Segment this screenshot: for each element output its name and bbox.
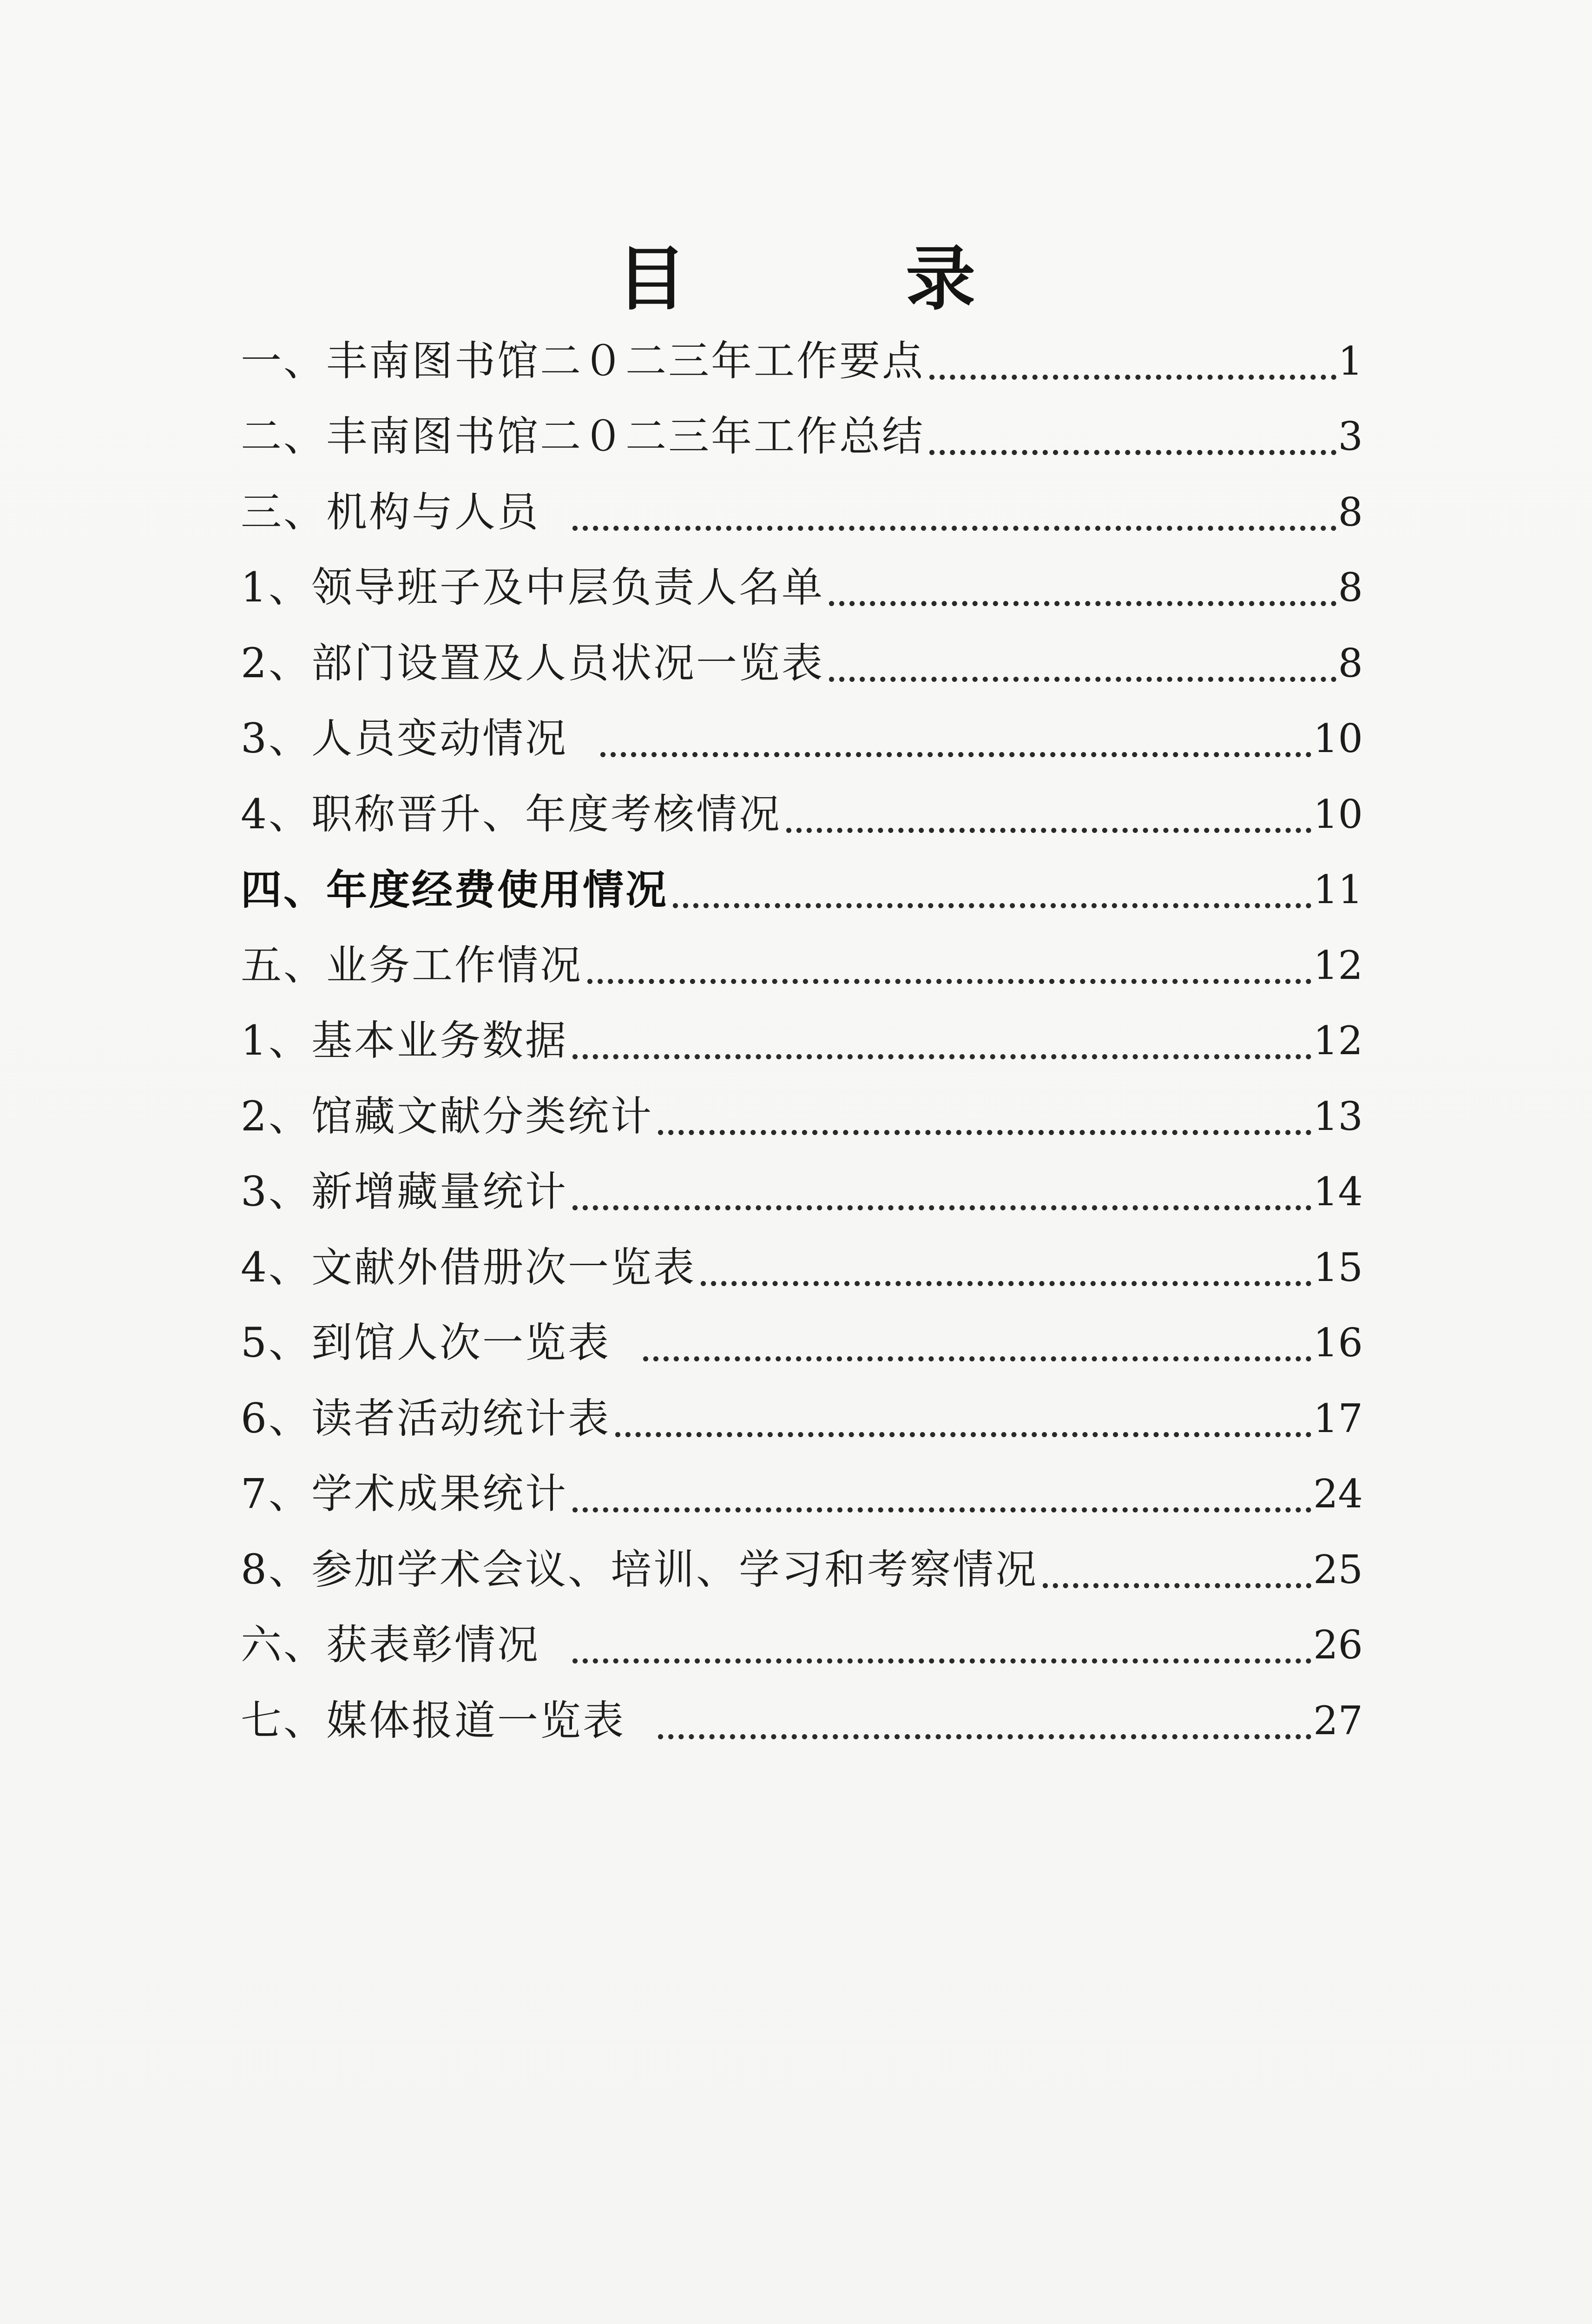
toc-entry [241, 392, 1363, 468]
toc-dot-leader [572, 1205, 1311, 1210]
toc-entry-label: 2、部门设置及人员状况一览表 [241, 639, 824, 687]
toc-entry [241, 618, 1363, 694]
toc-entry [241, 1676, 1363, 1751]
toc-page-number: 14 [1313, 1169, 1363, 1215]
toc-dot-leader [929, 375, 1336, 380]
toc-entry-label: 5、到馆人次一览表 [241, 1319, 611, 1367]
toc-entry [241, 543, 1363, 619]
toc-entry-label: 1、领导班子及中层负责人名单 [241, 563, 824, 611]
toc-entry [241, 920, 1363, 996]
toc-page-number: 13 [1313, 1093, 1363, 1139]
toc-entry-label: 7、学术成果统计 [241, 1470, 568, 1518]
toc-page-number: 11 [1313, 867, 1363, 912]
toc-entry [241, 1600, 1363, 1676]
toc-dot-leader [1043, 1583, 1311, 1588]
toc-page-number: 8 [1338, 640, 1363, 686]
toc-page-number: 8 [1338, 565, 1363, 610]
toc-dot-leader [658, 1734, 1311, 1739]
toc-page-number: 17 [1313, 1395, 1363, 1441]
toc-entry [241, 845, 1363, 921]
toc-entry-label: 一、丰南图书馆二０二三年工作要点 [241, 337, 925, 385]
toc-dot-leader [572, 1658, 1311, 1664]
toc-dot-leader [572, 1054, 1311, 1059]
toc-page-number: 10 [1313, 716, 1363, 761]
toc-entry-label: 3、人员变动情况 [241, 714, 568, 762]
toc-dot-leader [572, 1507, 1311, 1512]
page-title: 目 录 [616, 238, 1073, 320]
toc-dot-leader [829, 601, 1336, 606]
toc-entry-label: 2、馆藏文献分类统计 [241, 1092, 653, 1140]
toc-entry-label: 4、职称晋升、年度考核情况 [241, 790, 782, 838]
toc-page-number: 3 [1338, 414, 1363, 459]
toc-entry [241, 1298, 1363, 1374]
table-of-contents [241, 316, 1363, 1751]
toc-entry [241, 1525, 1363, 1600]
toc-entry-label: 6、读者活动统计表 [241, 1394, 611, 1442]
toc-dot-leader [643, 1356, 1311, 1361]
toc-entry-label: 七、媒体报道一览表 [241, 1696, 626, 1744]
toc-dot-leader [600, 752, 1311, 757]
toc-page-number: 10 [1313, 791, 1363, 837]
toc-entry-label: 二、丰南图书馆二０二三年工作总结 [241, 412, 925, 460]
toc-entry [241, 769, 1363, 845]
toc-entry [241, 1373, 1363, 1449]
toc-dot-leader [701, 1281, 1311, 1286]
toc-page-number: 24 [1313, 1471, 1363, 1517]
toc-entry [241, 1147, 1363, 1223]
toc-dot-leader [658, 1130, 1311, 1135]
toc-dot-leader [615, 1432, 1311, 1437]
toc-entry [241, 1071, 1363, 1147]
toc-entry-label: 五、业务工作情况 [241, 941, 583, 989]
toc-entry-label: 8、参加学术会议、培训、学习和考察情况 [241, 1545, 1038, 1593]
toc-page-number: 1 [1338, 338, 1363, 384]
toc-page-number: 12 [1313, 1018, 1363, 1063]
toc-page-number: 26 [1313, 1622, 1363, 1668]
toc-entry-label: 四、年度经费使用情况 [241, 865, 669, 914]
toc-entry-label: 六、获表彰情况 [241, 1621, 540, 1669]
toc-dot-leader [786, 828, 1311, 833]
toc-entry [241, 694, 1363, 770]
toc-dot-leader [673, 903, 1311, 908]
toc-page-number: 25 [1313, 1546, 1363, 1592]
toc-page-number: 16 [1313, 1320, 1363, 1366]
toc-dot-leader [572, 526, 1336, 531]
toc-entry [241, 1222, 1363, 1298]
toc-entry [241, 467, 1363, 543]
toc-page-number: 27 [1313, 1697, 1363, 1743]
toc-dot-leader [829, 677, 1336, 682]
toc-page-number: 8 [1338, 489, 1363, 535]
toc-entry-label: 4、文献外借册次一览表 [241, 1243, 696, 1291]
toc-entry-label: 三、机构与人员 [241, 488, 540, 536]
toc-entry [241, 1449, 1363, 1525]
toc-dot-leader [929, 450, 1336, 455]
toc-page-number: 15 [1313, 1244, 1363, 1290]
toc-entry-label: 1、基本业务数据 [241, 1017, 568, 1064]
toc-entry [241, 316, 1363, 392]
toc-entry-label: 3、新增藏量统计 [241, 1168, 568, 1215]
toc-dot-leader [587, 979, 1311, 984]
toc-page-number: 12 [1313, 942, 1363, 988]
toc-entry [241, 996, 1363, 1072]
